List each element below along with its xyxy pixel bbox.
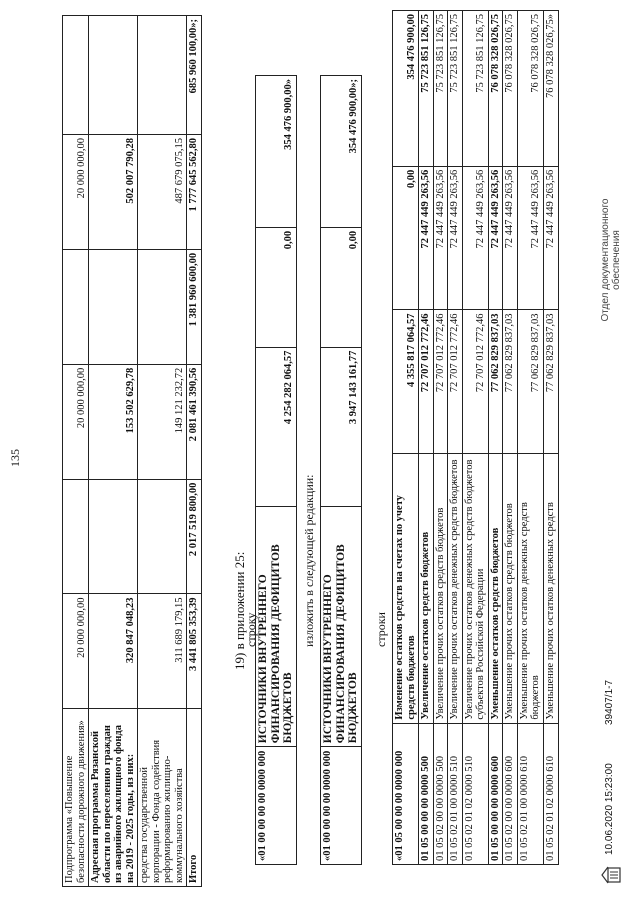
value-cell: 153 502 629,78 [89, 364, 138, 479]
footer-department: Отдел документационного обеспечения [600, 198, 622, 322]
value-cell: 320 847 048,23 [89, 594, 138, 709]
value-cell: 2 081 461 390,56 [187, 364, 202, 479]
value-cell: 76 078 328 026,75 [488, 11, 503, 167]
value-cell [89, 479, 138, 594]
table-row [63, 16, 89, 887]
program-name-cell: Итого [187, 709, 202, 887]
value-cell: 76 078 328 026,75» [544, 11, 559, 167]
sources-old-table [255, 75, 297, 865]
sources-new-table [320, 75, 362, 865]
table-row [321, 76, 362, 865]
name-cell: Уменьшение прочих остатков средств бюджетов [503, 454, 518, 723]
value-cell: 685 960 100,00»; [187, 16, 202, 135]
table-row [256, 76, 297, 865]
name-cell: Увеличение прочих остатков средств бюджетов [433, 454, 448, 723]
value-cell: 72 447 449 263,56 [433, 166, 448, 310]
code-cell: 01 05 02 00 00 0000 600 [503, 723, 518, 864]
program-name-cell: Адресная программа Рязанской области по переселению граждан из аварийного жилищного фонда на 2019 - 2025 годы, из них: [89, 709, 138, 887]
value-cell: 72 447 449 263,56 [488, 166, 503, 310]
table-row [448, 11, 463, 865]
registry-logo-icon [600, 865, 622, 885]
value-cell: 72 447 449 263,56 [503, 166, 518, 310]
value-cell: 3 441 805 353,39 [187, 594, 202, 709]
table-row [488, 11, 503, 865]
value-cell [63, 16, 89, 135]
value-cell: 4 355 817 064,57 [393, 310, 419, 454]
value-cell: 72 707 012 772,46 [433, 310, 448, 454]
code-cell: «01 05 00 00 00 0000 000 [393, 723, 419, 864]
value-cell [89, 249, 138, 364]
value-cell: 77 062 829 837,03 [517, 310, 543, 454]
page-number: 135 [8, 449, 22, 467]
value-cell: 72 447 449 263,56 [517, 166, 543, 310]
table-row [138, 16, 187, 887]
value-cell: 1 381 960 600,00 [187, 249, 202, 364]
code-cell: 01 05 00 00 00 0000 500 [419, 723, 434, 864]
value-cell: 0,00 [321, 227, 362, 347]
value-cell: 1 777 645 562,80 [187, 134, 202, 249]
value-cell: 76 078 328 026,75 [517, 11, 543, 167]
name-cell: Увеличение прочих остатков денежных средств бюджетов [448, 454, 463, 723]
name-cell: Изменение остатков средств на счетах по учету средств бюджетов [393, 454, 419, 723]
value-cell: 75 723 851 126,75 [448, 11, 463, 167]
name-cell: Уменьшение остатков средств бюджетов [488, 454, 503, 723]
value-cell: 354 476 900,00 [393, 11, 419, 167]
code-cell: 01 05 02 01 02 0000 510 [462, 723, 488, 864]
paragraph-rows-word: строки [374, 612, 388, 647]
code-cell: 01 05 02 01 02 0000 610 [544, 723, 559, 864]
value-cell: 77 062 829 837,03 [544, 310, 559, 454]
value-cell [89, 16, 138, 135]
paragraph-19: 19) в приложении 25: [232, 551, 247, 670]
value-cell: 72 707 012 772,46 [419, 310, 434, 454]
value-cell: 72 447 449 263,56 [462, 166, 488, 310]
value-cell: 77 062 829 837,03 [488, 310, 503, 454]
value-cell: 72 447 449 263,56 [419, 166, 434, 310]
program-totals-table [62, 15, 202, 887]
table-row [544, 11, 559, 865]
value-cell: 0,00 [256, 227, 297, 347]
code-cell: 01 05 02 01 00 0000 510 [448, 723, 463, 864]
code-cell: 01 05 02 01 00 0000 610 [517, 723, 543, 864]
value-cell [138, 16, 187, 135]
value-cell: 72 447 449 263,56 [448, 166, 463, 310]
name-cell: ИСТОЧНИКИ ВНУТРЕННЕГО ФИНАНСИРОВАНИЯ ДЕФИЦИТОВ БЮДЖЕТОВ [256, 507, 297, 747]
table-row [419, 11, 434, 865]
value-cell: 2 017 519 800,00 [187, 479, 202, 594]
value-cell [138, 249, 187, 364]
paragraph-row-word: строку [244, 612, 258, 647]
value-cell: 487 679 075,15 [138, 134, 187, 249]
value-cell: 149 121 232,72 [138, 364, 187, 479]
value-cell: 72 707 012 772,46 [462, 310, 488, 454]
name-cell: Уменьшение прочих остатков денежных средств бюджетов [517, 454, 543, 723]
name-cell: ИСТОЧНИКИ ВНУТРЕННЕГО ФИНАНСИРОВАНИЯ ДЕФИЦИТОВ БЮДЖЕТОВ [321, 507, 362, 747]
table-row [89, 16, 138, 887]
table-row [433, 11, 448, 865]
value-cell: 20 000 000,00 [63, 364, 89, 479]
table-row [517, 11, 543, 865]
code-cell: 01 05 00 00 00 0000 600 [488, 723, 503, 864]
value-cell: 0,00 [393, 166, 419, 310]
table-row [462, 11, 488, 865]
code-cell: «01 00 00 00 00 0000 000 [321, 747, 362, 865]
value-cell: 75 723 851 126,75 [433, 11, 448, 167]
footer-date: 10.06.2020 15:23:00 [604, 763, 615, 855]
paragraph-new-edition: изложить в следующей редакции: [302, 474, 316, 647]
value-cell: 75 723 851 126,75 [419, 11, 434, 167]
value-cell: 354 476 900,00»; [321, 76, 362, 228]
name-cell: Уменьшение прочих остатков денежных средств [544, 454, 559, 723]
balance-changes-table [392, 10, 559, 865]
value-cell [138, 479, 187, 594]
table-row [503, 11, 518, 865]
program-name-cell: Подпрограмма «Повышение безопасности дорожного движения» [63, 709, 89, 887]
value-cell: 75 723 851 126,75 [462, 11, 488, 167]
code-cell: 01 05 02 00 00 0000 500 [433, 723, 448, 864]
value-cell: 76 078 328 026,75 [503, 11, 518, 167]
value-cell: 354 476 900,00» [256, 76, 297, 228]
value-cell: 72 707 012 772,46 [448, 310, 463, 454]
table-row [187, 16, 202, 887]
value-cell: 77 062 829 837,03 [503, 310, 518, 454]
value-cell: 20 000 000,00 [63, 594, 89, 709]
value-cell: 4 254 282 064,57 [256, 347, 297, 507]
table-row [393, 11, 419, 865]
footer-doc-number: 39407/1-7 [604, 679, 615, 725]
value-cell: 311 689 179,15 [138, 594, 187, 709]
code-cell: «01 00 00 00 00 0000 000 [256, 747, 297, 865]
value-cell [63, 249, 89, 364]
name-cell: Увеличение прочих остатков денежных средств бюджетов субъектов Российской Федерации [462, 454, 488, 723]
name-cell: Увеличение остатков средств бюджетов [419, 454, 434, 723]
program-name-cell: средства государственной корпорации - Фонда содействия реформированию жилищно-коммунального хозяйства [138, 709, 187, 887]
value-cell: 72 447 449 263,56 [544, 166, 559, 310]
value-cell [63, 479, 89, 594]
value-cell: 502 007 790,28 [89, 134, 138, 249]
value-cell: 20 000 000,00 [63, 134, 89, 249]
value-cell: 3 947 143 161,77 [321, 347, 362, 507]
